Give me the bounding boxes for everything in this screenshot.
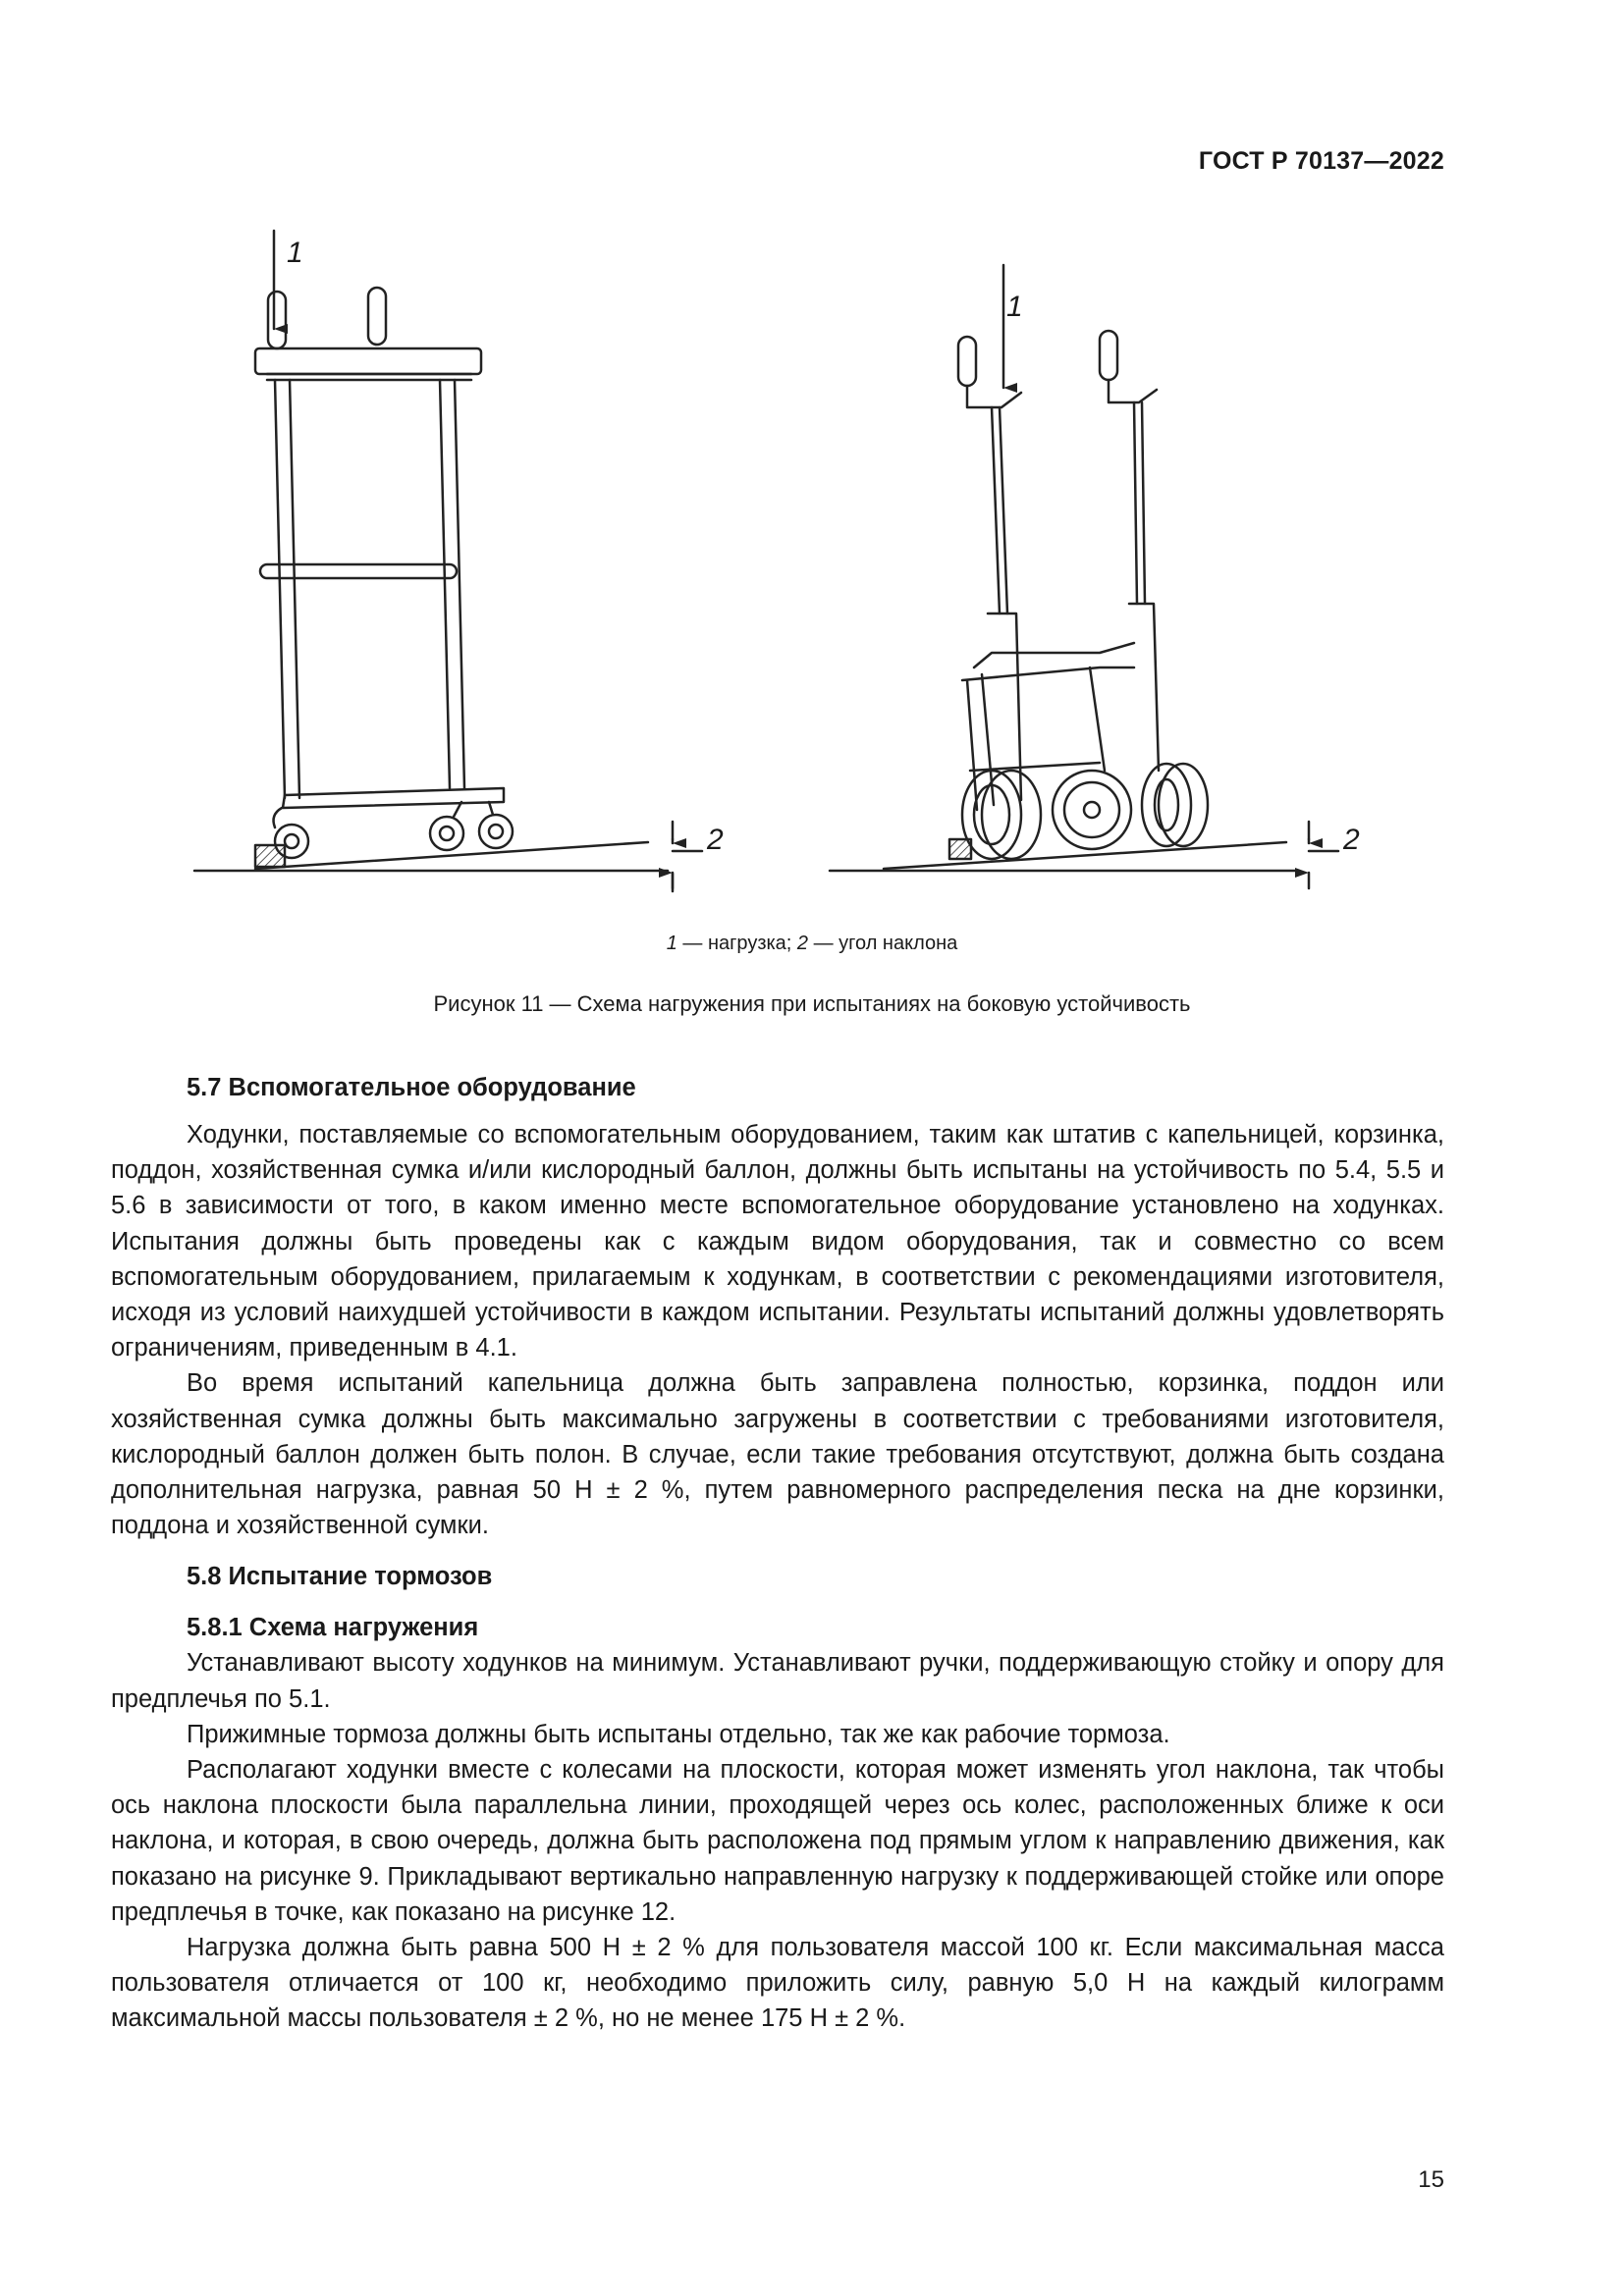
standard-header: ГОСТ Р 70137—2022	[1198, 147, 1444, 175]
figure-caption: Рисунок 11 — Схема нагружения при испытаниях на боковую устойчивость	[433, 991, 1191, 1016]
section-5-8-1-paragraph: Устанавливают высоту ходунков на минимум. Устанавливают ручки, поддерживающую стойку и опору для предплечья по 5.1.	[111, 1649, 1444, 1713]
stopper-block-left	[255, 845, 285, 867]
figure-legend	[0, 933, 1624, 955]
incline-plane-right	[884, 842, 1286, 869]
section-5-8-1-heading: 5.8.1 Схема нагружения	[187, 1614, 479, 1642]
walker-side-view	[830, 265, 1338, 888]
legend-num-2: 2	[796, 933, 809, 954]
figure-11-diagram	[177, 221, 1434, 918]
callout-angle-left: 2	[707, 824, 724, 856]
section-5-7-heading: 5.7 Вспомогательное оборудование	[187, 1074, 636, 1101]
section-5-7-paragraph: Во время испытаний капельница должна быть заправлена полностью, корзинка, поддон или хозяйственная сумка должны быть максимально загружены в соответствии с требованиями изготовителя, кислородный баллон должен быть полон. В случае, если такие требования отсутствуют, должна быть создана дополнительная нагрузка, равная 50 Н ± 2 %, путем равномерного распределения песка на дне корзинки, поддона и хозяйственной сумки.	[111, 1369, 1444, 1540]
walker-front-view	[194, 231, 702, 891]
document-body	[111, 1070, 1444, 2037]
legend-text-1: — нагрузка;	[677, 933, 797, 954]
section-5-7-paragraph: Ходунки, поставляемые со вспомогательным оборудованием, таким как штатив с капельницей, корзинка, поддон, хозяйственная сумка и/или кислородный баллон, должны быть испытаны на устойчивость по 5.4, 5.5 и 5.6 в зависимости от того, в каком именно месте вспомогательное оборудование установлено на ходунках. Испытания должны быть проведены как с каждым видом оборудования, так и совместно со всем вспомогательным оборудованием, прилагаемым к ходункам, в соответствии с рекомендациями изготовителя, исходя из условий наихудшей устойчивости в каждом испытании. Результаты испытаний должны удовлетворять ограничениям, приведенным в 4.1.	[111, 1121, 1444, 1362]
callout-load-right: 1	[1006, 291, 1023, 323]
incline-plane-left	[255, 842, 648, 869]
callout-angle-right: 2	[1343, 824, 1360, 856]
section-5-8-1-paragraph: Прижимные тормоза должны быть испытаны отдельно, так же как рабочие тормоза.	[187, 1720, 1170, 1748]
section-5-8-1-paragraph: Нагрузка должна быть равна 500 Н ± 2 % для пользователя массой 100 кг. Если максимальная масса пользователя отличается от 100 кг, необходимо приложить силу, равную 5,0 Н на каждый килограмм максимальной массы пользователя ± 2 %, но не менее 175 Н ± 2 %.	[111, 1934, 1444, 2033]
callout-load-left: 1	[287, 237, 303, 269]
legend-text-2: — угол наклона	[808, 933, 958, 954]
section-5-8-heading: 5.8 Испытание тормозов	[187, 1563, 493, 1591]
walker-loading-diagram	[177, 221, 1434, 918]
legend-num-1: 1	[666, 933, 677, 954]
section-5-8-1-paragraph: Располагают ходунки вместе с колесами на плоскости, которая может изменять угол наклона, так чтобы ось наклона плоскости была параллельна линии, проходящей через ось колес, расположенных ближе к оси наклона, и которая, в свою очередь, должна быть расположена под прямым углом к направлению движения, как показано на рисунке 9. Прикладывают вертикально направленную нагрузку к поддерживающей стойке или опоре предплечья в точке, как показано на рисунке 12.	[111, 1756, 1444, 1926]
page-number: 15	[1418, 2166, 1444, 2193]
